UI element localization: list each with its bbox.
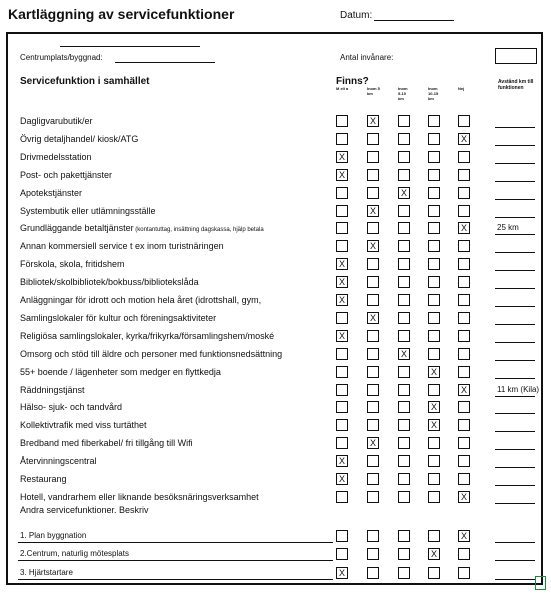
distance-line[interactable] bbox=[495, 503, 535, 504]
extra-row-line[interactable] bbox=[18, 560, 333, 561]
distance-line[interactable] bbox=[495, 431, 535, 432]
distance-line[interactable] bbox=[495, 560, 535, 561]
checkbox[interactable] bbox=[458, 567, 470, 579]
checkbox[interactable] bbox=[458, 473, 470, 485]
finns-label: Finns? bbox=[336, 76, 369, 87]
checkbox[interactable] bbox=[398, 258, 410, 270]
checkbox[interactable] bbox=[398, 455, 410, 467]
centrum-input-line[interactable] bbox=[115, 62, 215, 63]
row-label: Omsorg och stöd till äldre och personer med funktionsnedsättning bbox=[20, 349, 283, 359]
row-label: Bibliotek/skolbibliotek/bokbuss/bibliotekslåda bbox=[20, 277, 199, 287]
checkbox[interactable] bbox=[458, 115, 470, 127]
checkbox[interactable] bbox=[367, 258, 379, 270]
checkbox[interactable] bbox=[428, 401, 440, 413]
checkbox[interactable] bbox=[458, 276, 470, 288]
row-label: Hotell, vandrarhem eller liknande besöksnäringsverksamhet bbox=[20, 492, 259, 502]
checkbox[interactable] bbox=[398, 366, 410, 378]
checkbox[interactable] bbox=[458, 419, 470, 431]
row-label: Dagligvarubutik/er bbox=[20, 116, 93, 126]
checkbox[interactable] bbox=[458, 151, 470, 163]
distance-line[interactable] bbox=[495, 413, 535, 414]
checkbox[interactable] bbox=[398, 401, 410, 413]
checkbox[interactable] bbox=[428, 330, 440, 342]
row-label: Restaurang bbox=[20, 474, 67, 484]
checkbox[interactable] bbox=[336, 491, 348, 503]
extra-row-line[interactable] bbox=[18, 542, 333, 543]
checkbox[interactable] bbox=[336, 567, 348, 579]
checkbox[interactable] bbox=[428, 366, 440, 378]
row-label: Återvinningscentral bbox=[20, 456, 97, 466]
checkbox[interactable] bbox=[458, 312, 470, 324]
checkbox[interactable] bbox=[336, 169, 348, 181]
checkbox[interactable] bbox=[336, 115, 348, 127]
checkbox[interactable] bbox=[336, 187, 348, 199]
checkbox[interactable] bbox=[458, 169, 470, 181]
checkbox[interactable] bbox=[336, 366, 348, 378]
checkbox[interactable] bbox=[458, 205, 470, 217]
checkbox[interactable] bbox=[336, 222, 348, 234]
distance-header: Avstånd km till funktionen bbox=[498, 79, 534, 91]
checkbox[interactable] bbox=[458, 222, 470, 234]
checkbox[interactable] bbox=[398, 222, 410, 234]
checkbox[interactable] bbox=[458, 133, 470, 145]
datum-input-line[interactable] bbox=[374, 11, 454, 21]
distance-line[interactable] bbox=[495, 467, 535, 468]
checkbox[interactable] bbox=[336, 133, 348, 145]
checkbox[interactable] bbox=[398, 169, 410, 181]
checkbox[interactable] bbox=[367, 491, 379, 503]
row-label: Kollektivtrafik med viss turtäthet bbox=[20, 420, 147, 430]
andra-label: Andra servicefunktioner. Beskriv bbox=[20, 505, 149, 515]
checkbox[interactable] bbox=[428, 133, 440, 145]
page-corner-marker bbox=[535, 576, 546, 590]
checkbox[interactable] bbox=[398, 133, 410, 145]
checkbox[interactable] bbox=[336, 330, 348, 342]
distance-line[interactable] bbox=[495, 270, 535, 271]
column-header: Inom 5 km bbox=[367, 86, 380, 96]
checkbox[interactable] bbox=[367, 294, 379, 306]
centrum-top-line bbox=[60, 46, 200, 47]
column-header: Inom 5-10 km bbox=[398, 86, 408, 101]
datum-label: Datum: bbox=[340, 10, 373, 21]
row-label: Annan kommersiell service t ex inom turistnäringen bbox=[20, 241, 224, 251]
checkbox[interactable] bbox=[458, 294, 470, 306]
checkbox[interactable] bbox=[398, 312, 410, 324]
distance-line[interactable] bbox=[495, 485, 535, 486]
distance-line[interactable] bbox=[495, 360, 535, 361]
checkbox[interactable] bbox=[428, 473, 440, 485]
checkbox[interactable] bbox=[336, 419, 348, 431]
distance-line[interactable] bbox=[495, 396, 535, 397]
checkbox[interactable] bbox=[398, 348, 410, 360]
checkbox[interactable] bbox=[458, 384, 470, 396]
row-label: Drivmedelsstation bbox=[20, 152, 92, 162]
checkbox[interactable] bbox=[398, 151, 410, 163]
distance-line[interactable] bbox=[495, 181, 535, 182]
distance-line[interactable] bbox=[495, 288, 535, 289]
checkbox[interactable] bbox=[367, 384, 379, 396]
checkbox[interactable] bbox=[398, 419, 410, 431]
distance-line[interactable] bbox=[495, 378, 535, 379]
extra-row-line[interactable] bbox=[18, 579, 333, 580]
row-label: Övrig detaljhandel/ kiosk/ATG bbox=[20, 134, 139, 144]
checkbox[interactable] bbox=[367, 240, 379, 252]
checkbox[interactable] bbox=[367, 401, 379, 413]
checkbox[interactable] bbox=[428, 548, 440, 560]
checkbox[interactable] bbox=[458, 548, 470, 560]
checkbox[interactable] bbox=[398, 294, 410, 306]
row-label: Samlingslokaler för kultur och föreningsaktiviteter bbox=[20, 313, 217, 323]
distance-line[interactable] bbox=[495, 579, 535, 580]
checkbox[interactable] bbox=[398, 567, 410, 579]
checkbox[interactable] bbox=[367, 530, 379, 542]
distance-line[interactable] bbox=[495, 449, 535, 450]
checkbox[interactable] bbox=[398, 115, 410, 127]
datum-field[interactable] bbox=[340, 10, 454, 21]
antal-label: Antal invånare: bbox=[340, 53, 394, 62]
checkbox[interactable] bbox=[367, 348, 379, 360]
checkbox[interactable] bbox=[336, 384, 348, 396]
distance-line[interactable] bbox=[495, 252, 535, 253]
row-label: Religiösa samlingslokaler, kyrka/frikyrka/församlingshem/moské bbox=[20, 331, 275, 341]
centrum-label: Centrumplats/byggnad: bbox=[20, 53, 103, 62]
section-title: Servicefunktion i samhället bbox=[20, 76, 150, 87]
checkbox[interactable] bbox=[367, 548, 379, 560]
checkbox[interactable] bbox=[398, 330, 410, 342]
row-label: 55+ boende / lägenheter som medger en flyttkedja bbox=[20, 367, 221, 377]
checkbox[interactable] bbox=[367, 567, 379, 579]
checkbox[interactable] bbox=[336, 548, 348, 560]
checkbox[interactable] bbox=[458, 455, 470, 467]
checkbox[interactable] bbox=[367, 133, 379, 145]
checkbox[interactable] bbox=[428, 455, 440, 467]
distance-line[interactable] bbox=[495, 324, 535, 325]
checkbox[interactable] bbox=[458, 530, 470, 542]
checkbox[interactable] bbox=[428, 384, 440, 396]
checkbox[interactable] bbox=[398, 205, 410, 217]
row-label: Förskola, skola, fritidshem bbox=[20, 259, 125, 269]
checkbox[interactable] bbox=[398, 530, 410, 542]
checkbox[interactable] bbox=[428, 115, 440, 127]
checkbox[interactable] bbox=[367, 205, 379, 217]
checkbox[interactable] bbox=[336, 240, 348, 252]
checkbox[interactable] bbox=[428, 205, 440, 217]
checkbox[interactable] bbox=[458, 240, 470, 252]
checkbox[interactable] bbox=[398, 437, 410, 449]
checkbox[interactable] bbox=[428, 437, 440, 449]
distance-line[interactable] bbox=[495, 306, 535, 307]
distance-line[interactable] bbox=[495, 234, 535, 235]
checkbox[interactable] bbox=[428, 276, 440, 288]
checkbox[interactable] bbox=[336, 530, 348, 542]
checkbox[interactable] bbox=[458, 401, 470, 413]
checkbox[interactable] bbox=[398, 473, 410, 485]
checkbox[interactable] bbox=[428, 491, 440, 503]
row-label: Bredband med fiberkabel/ fri tillgång till Wifi bbox=[20, 438, 193, 448]
extra-row-label: 2.Centrum, naturlig mötesplats bbox=[20, 549, 129, 558]
checkbox[interactable] bbox=[398, 491, 410, 503]
checkbox[interactable] bbox=[367, 330, 379, 342]
checkbox[interactable] bbox=[367, 366, 379, 378]
checkbox[interactable] bbox=[428, 530, 440, 542]
checkbox[interactable] bbox=[428, 567, 440, 579]
checkbox[interactable] bbox=[458, 258, 470, 270]
checkbox[interactable] bbox=[336, 312, 348, 324]
checkbox[interactable] bbox=[398, 187, 410, 199]
checkbox[interactable] bbox=[367, 312, 379, 324]
distance-line[interactable] bbox=[495, 127, 535, 128]
checkbox[interactable] bbox=[367, 151, 379, 163]
checkbox[interactable] bbox=[367, 473, 379, 485]
checkbox[interactable] bbox=[367, 169, 379, 181]
page-title: Kartläggning av servicefunktioner bbox=[8, 6, 235, 22]
checkbox[interactable] bbox=[428, 169, 440, 181]
checkbox[interactable] bbox=[398, 548, 410, 560]
checkbox[interactable] bbox=[458, 491, 470, 503]
checkbox[interactable] bbox=[398, 276, 410, 288]
checkbox[interactable] bbox=[458, 330, 470, 342]
checkbox[interactable] bbox=[336, 437, 348, 449]
checkbox[interactable] bbox=[428, 312, 440, 324]
checkbox[interactable] bbox=[458, 348, 470, 360]
checkbox[interactable] bbox=[458, 187, 470, 199]
checkbox[interactable] bbox=[336, 348, 348, 360]
checkbox[interactable] bbox=[428, 419, 440, 431]
distance-line[interactable] bbox=[495, 342, 535, 343]
checkbox[interactable] bbox=[428, 222, 440, 234]
column-header: Nej bbox=[458, 86, 465, 91]
checkbox[interactable] bbox=[336, 294, 348, 306]
checkbox[interactable] bbox=[336, 401, 348, 413]
row-label: Räddningstjänst bbox=[20, 385, 85, 395]
checkbox[interactable] bbox=[336, 151, 348, 163]
row-label: Grundläggande betaltjänster (kontantuttag, insättning dagskassa, hjälp betala bbox=[20, 223, 264, 233]
checkbox[interactable] bbox=[367, 222, 379, 234]
checkbox[interactable] bbox=[336, 455, 348, 467]
checkbox[interactable] bbox=[428, 258, 440, 270]
distance-line[interactable] bbox=[495, 542, 535, 543]
checkbox[interactable] bbox=[336, 205, 348, 217]
checkbox[interactable] bbox=[336, 258, 348, 270]
checkbox[interactable] bbox=[458, 366, 470, 378]
checkbox[interactable] bbox=[428, 348, 440, 360]
column-header: Inom 10-15 km bbox=[428, 86, 439, 101]
checkbox[interactable] bbox=[336, 473, 348, 485]
row-label: Hälso- sjuk- och tandvård bbox=[20, 402, 123, 412]
row-label: Systembutik eller utlämningsställe bbox=[20, 206, 156, 216]
distance-line[interactable] bbox=[495, 145, 535, 146]
row-label: Post- och pakettjänster bbox=[20, 170, 113, 180]
distance-value[interactable]: 11 km (Kila) bbox=[497, 385, 540, 394]
checkbox[interactable] bbox=[367, 419, 379, 431]
extra-row-label: 1. Plan byggnation bbox=[20, 531, 87, 540]
distance-line[interactable] bbox=[495, 199, 535, 200]
extra-row-label: 3. Hjärtstartare bbox=[20, 568, 73, 577]
checkbox[interactable] bbox=[367, 455, 379, 467]
row-label: Apotekstjänster bbox=[20, 188, 83, 198]
checkbox[interactable] bbox=[367, 437, 379, 449]
checkbox[interactable] bbox=[336, 276, 348, 288]
checkbox[interactable] bbox=[367, 187, 379, 199]
antal-input[interactable] bbox=[495, 48, 537, 64]
checkbox[interactable] bbox=[367, 115, 379, 127]
checkbox[interactable] bbox=[428, 240, 440, 252]
checkbox[interactable] bbox=[398, 240, 410, 252]
column-header: M eli a bbox=[336, 86, 349, 91]
checkbox[interactable] bbox=[428, 151, 440, 163]
checkbox[interactable] bbox=[367, 276, 379, 288]
checkbox[interactable] bbox=[458, 437, 470, 449]
checkbox[interactable] bbox=[428, 187, 440, 199]
distance-value[interactable]: 25 km bbox=[497, 223, 519, 232]
distance-line[interactable] bbox=[495, 163, 535, 164]
checkbox[interactable] bbox=[428, 294, 440, 306]
checkbox[interactable] bbox=[398, 384, 410, 396]
row-label: Anläggningar för idrott och motion hela året (idrottshall, gym, bbox=[20, 295, 262, 305]
distance-line[interactable] bbox=[495, 217, 535, 218]
